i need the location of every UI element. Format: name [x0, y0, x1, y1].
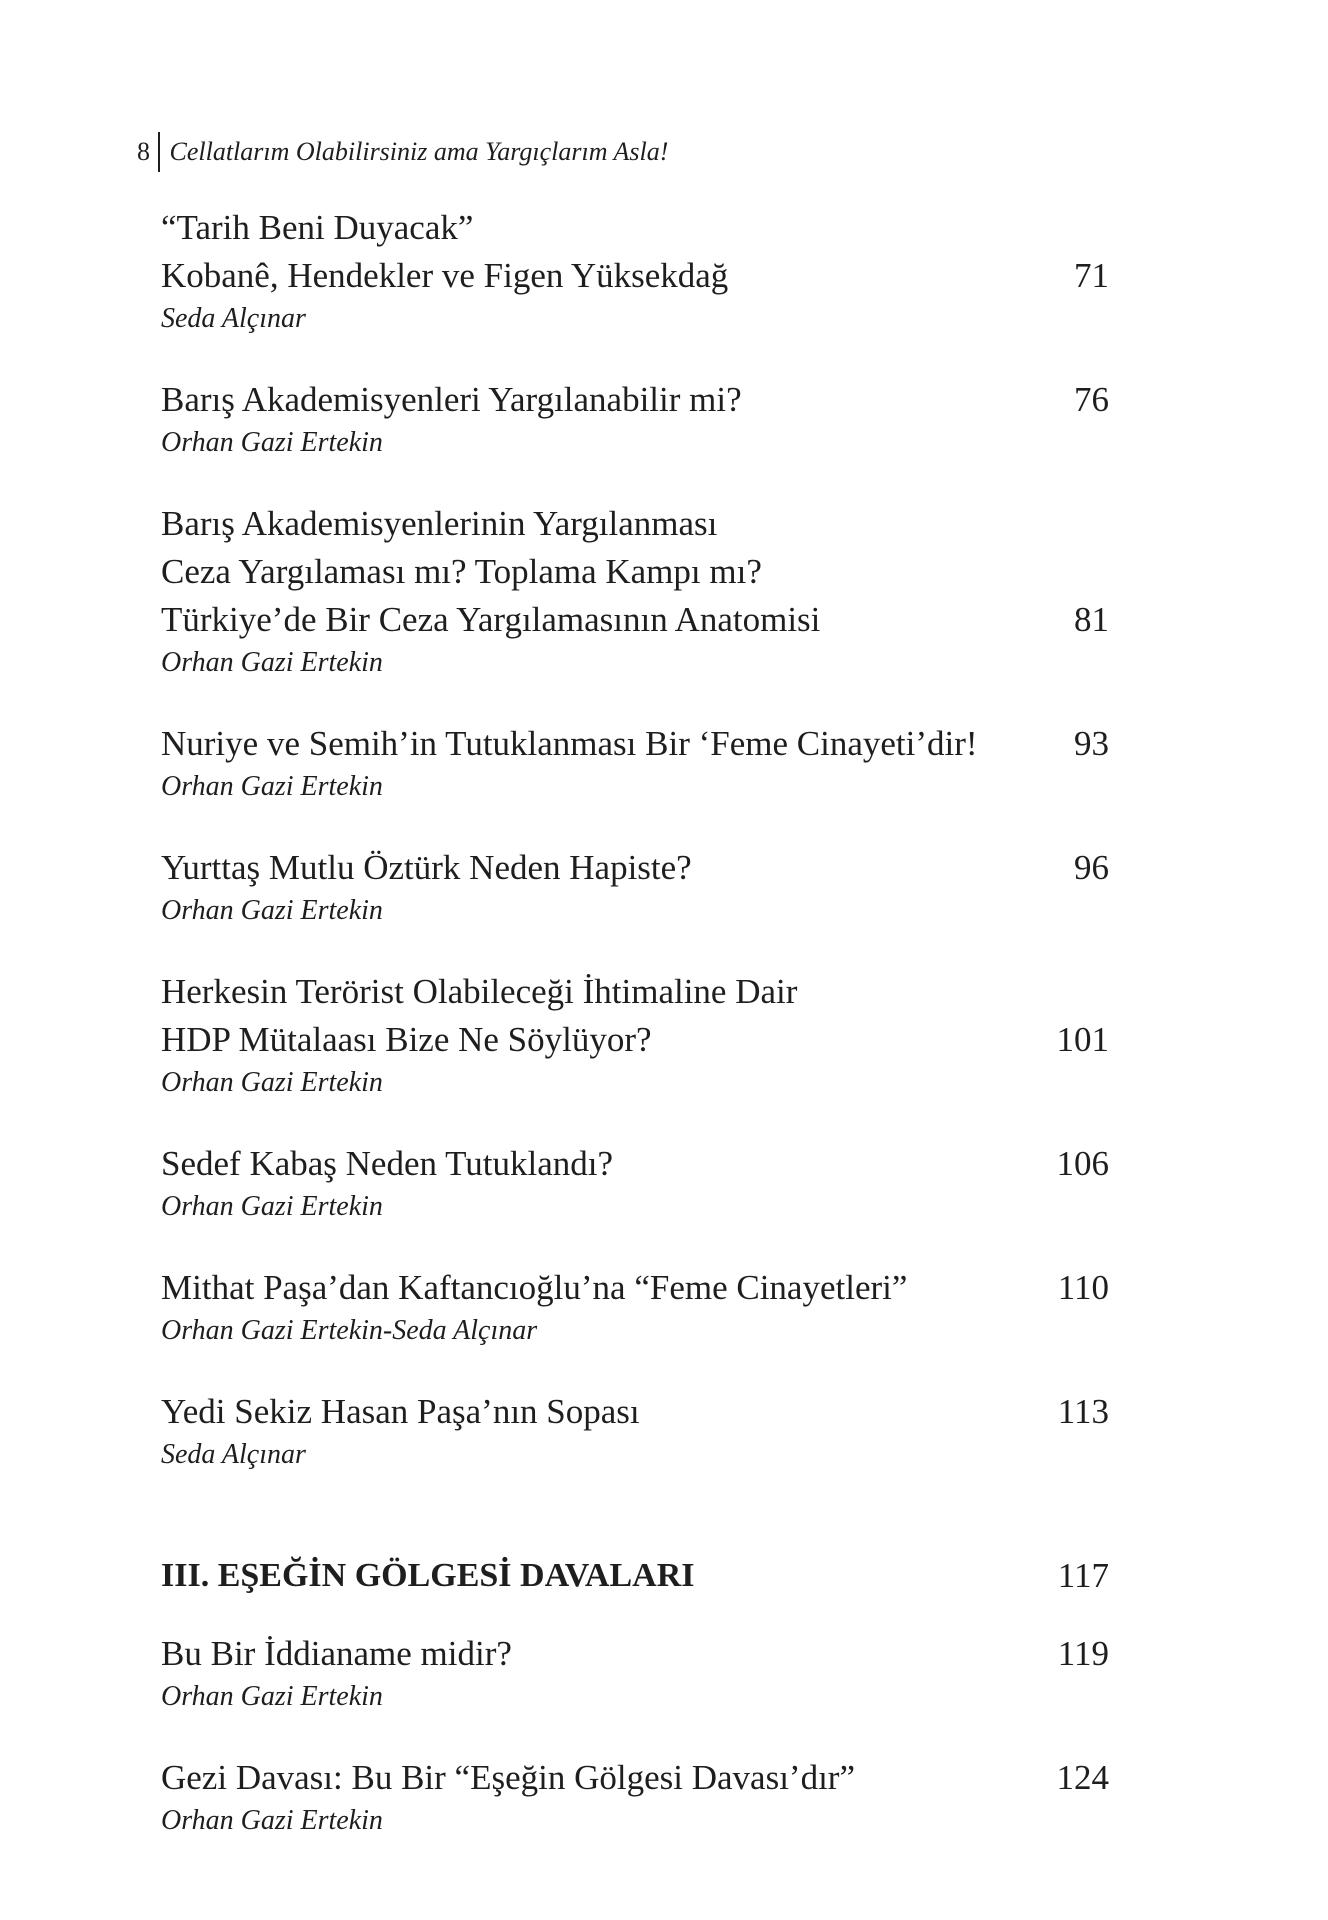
- entry-page-number: 81: [1074, 600, 1109, 639]
- header-rule: [158, 132, 160, 172]
- entry-page-number: 76: [1074, 380, 1109, 419]
- running-head: [137, 132, 668, 172]
- entry-author: Seda Alçınar: [161, 1439, 306, 1470]
- entry-author: Orhan Gazi Ertekin: [161, 895, 383, 926]
- entry-title-line: Mithat Paşa’dan Kaftancıoğlu’na “Feme Cinayetleri”: [161, 1268, 908, 1307]
- toc-entry: [161, 1388, 1109, 1474]
- entry-title-line: Yurttaş Mutlu Öztürk Neden Hapiste?: [161, 848, 692, 887]
- toc-entry: [161, 1264, 1109, 1350]
- toc-entry: [161, 1140, 1109, 1226]
- entry-author: Orhan Gazi Ertekin: [161, 1681, 383, 1712]
- entry-page-number: 71: [1074, 256, 1109, 295]
- entry-page-number: 106: [1056, 1144, 1109, 1183]
- toc-entry: [161, 968, 1109, 1102]
- entry-author: Orhan Gazi Ertekin: [161, 771, 383, 802]
- section-heading: [161, 1552, 1109, 1600]
- entry-page-number: 113: [1057, 1392, 1109, 1431]
- entry-page-number: 93: [1074, 724, 1109, 763]
- entry-page-number: 96: [1074, 848, 1109, 887]
- entry-author: Orhan Gazi Ertekin: [161, 647, 383, 678]
- entry-title-line: Gezi Davası: Bu Bir “Eşeğin Gölgesi Davası’dır”: [161, 1758, 855, 1797]
- toc-entry: [161, 844, 1109, 930]
- entry-title-line: Sedef Kabaş Neden Tutuklandı?: [161, 1144, 614, 1183]
- entry-title-line: Barış Akademisyenlerinin Yargılanması: [161, 504, 718, 543]
- section-page-number: 117: [1057, 1556, 1109, 1595]
- toc-entry: [161, 204, 1109, 338]
- toc-entry: [161, 376, 1109, 462]
- entry-title-line: Nuriye ve Semih’in Tutuklanması Bir ‘Feme Cinayeti’dir!: [161, 724, 978, 763]
- toc-entry: [161, 1630, 1109, 1716]
- entry-title-line: Barış Akademisyenleri Yargılanabilir mi?: [161, 380, 742, 419]
- toc-entry: [161, 500, 1109, 682]
- entry-author: Orhan Gazi Ertekin: [161, 427, 383, 458]
- entry-author: Seda Alçınar: [161, 303, 306, 334]
- entry-title-line: Herkesin Terörist Olabileceği İhtimaline Dair: [161, 972, 798, 1011]
- entry-author: Orhan Gazi Ertekin: [161, 1805, 383, 1836]
- entry-title-line: Yedi Sekiz Hasan Paşa’nın Sopası: [161, 1392, 640, 1431]
- entry-page-number: 110: [1057, 1268, 1109, 1307]
- page-number: 8: [137, 137, 150, 166]
- entry-title-line: Türkiye’de Bir Ceza Yargılamasının Anatomisi: [161, 600, 821, 639]
- entry-title-line: HDP Mütalaası Bize Ne Söylüyor?: [161, 1020, 652, 1059]
- entry-title-line: Kobanê, Hendekler ve Figen Yüksekdağ: [161, 256, 729, 295]
- entry-author: Orhan Gazi Ertekin: [161, 1191, 383, 1222]
- entry-page-number: 119: [1057, 1634, 1109, 1673]
- table-of-contents: [161, 204, 1109, 1878]
- entry-title-line: “Tarih Beni Duyacak”: [161, 208, 474, 247]
- entry-title-line: Bu Bir İddianame midir?: [161, 1634, 512, 1673]
- entry-title-line: Ceza Yargılaması mı? Toplama Kampı mı?: [161, 552, 762, 591]
- entry-author: Orhan Gazi Ertekin: [161, 1067, 383, 1098]
- book-title: Cellatlarım Olabilirsiniz ama Yargıçlarım Asla!: [169, 137, 669, 166]
- entry-page-number: 101: [1056, 1020, 1109, 1059]
- entry-author: Orhan Gazi Ertekin-Seda Alçınar: [161, 1315, 538, 1346]
- toc-entry: [161, 1754, 1109, 1840]
- entry-page-number: 124: [1056, 1758, 1109, 1797]
- toc-entry: [161, 720, 1109, 806]
- section-title: III. EŞEĞİN GÖLGESİ DAVALARI: [161, 1557, 695, 1594]
